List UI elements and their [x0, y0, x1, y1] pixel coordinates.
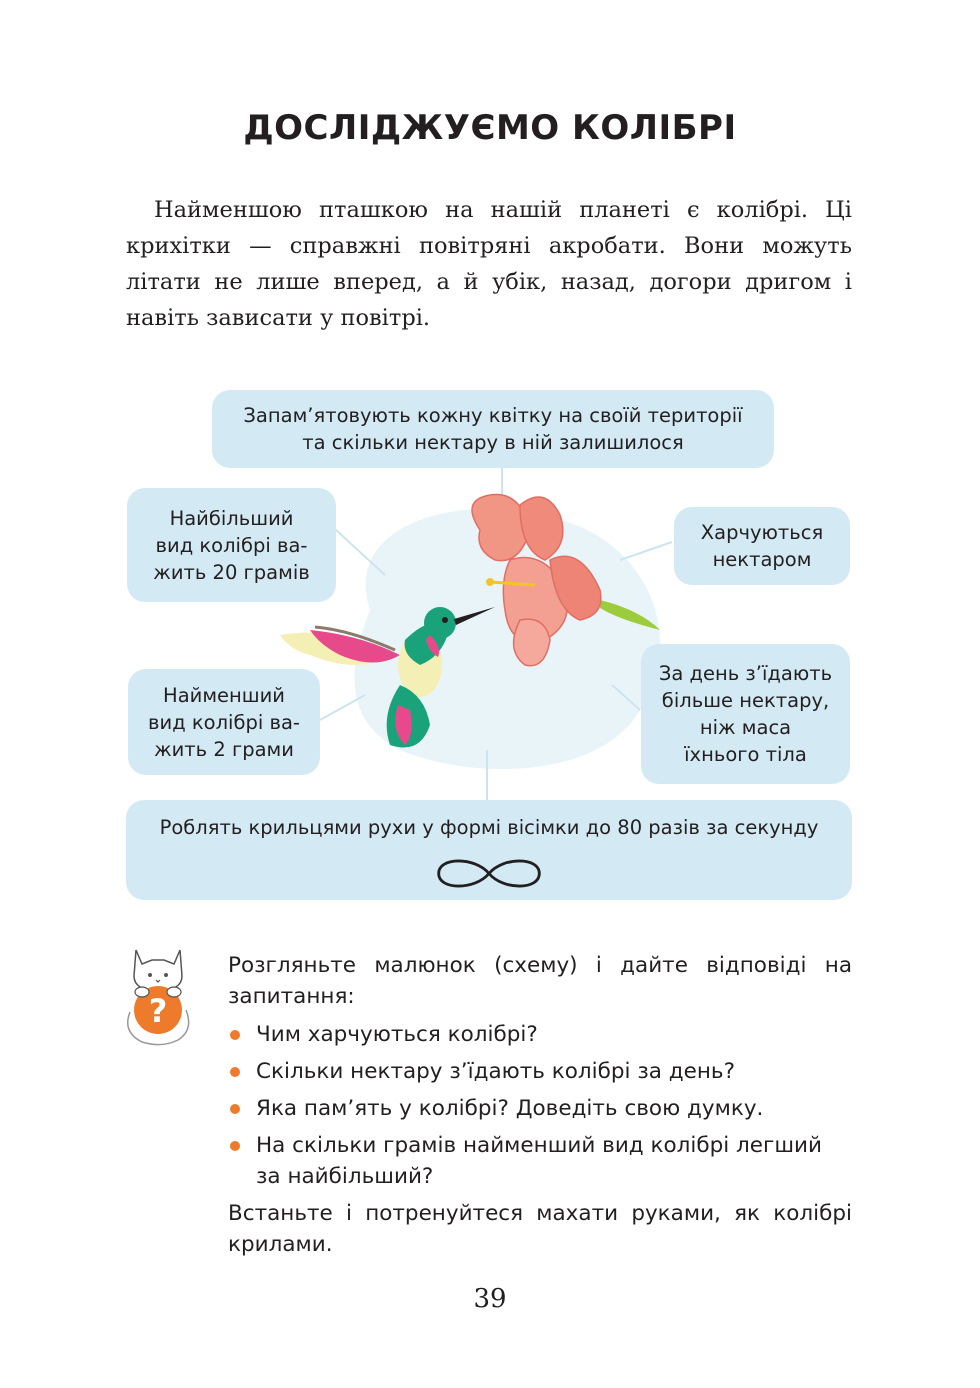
fact-bubble-food [674, 507, 850, 585]
question-item [228, 1093, 852, 1124]
fact-memory-text: Запам’ятовують кожну квітку на своїй території та скільки нектару в ній залишилося [243, 404, 743, 454]
questions-block [228, 950, 852, 1260]
infinity-icon [429, 853, 549, 894]
fact-food-text: Харчуються нектаром [700, 521, 824, 571]
question-text: Чим харчуються колібрі? [256, 1022, 538, 1047]
fact-bubble-memory [212, 390, 774, 468]
fact-bubble-wings [126, 800, 852, 900]
fact-nectar-text: За день з’їдають більше нектару, ніж маса їхнього тіла [658, 662, 833, 766]
intro-paragraph: Найменшою пташкою на нашій планеті є колібрі. Ці крихітки — справжні повітряні акробати. Вони можуть літати не лише вперед, а й убік, назад, догори дригом і навіть зависати у повітрі. [126, 197, 852, 331]
questions-list [228, 1019, 852, 1192]
bullet-icon [230, 1141, 240, 1151]
question-item [228, 1019, 852, 1050]
hummingbird-icon [280, 595, 520, 765]
cat-question-icon [122, 942, 194, 1046]
bullet-icon [230, 1104, 240, 1114]
page-title: ДОСЛІДЖУЄМО КОЛІБРІ [243, 108, 737, 148]
questions-outro: Встаньте і потренуйтеся махати руками, як колібрі крилами. [228, 1201, 852, 1257]
hummingbird-diagram [0, 380, 980, 920]
fact-largest-text: Найбільший вид колібрі ва- жить 20 грамів [153, 506, 310, 584]
bullet-icon [230, 1067, 240, 1077]
svg-text:?: ? [148, 992, 168, 1030]
question-text: Яка пам’ять у колібрі? Доведіть свою думку. [256, 1096, 764, 1121]
questions-intro: Розгляньте малюнок (схему) і дайте відповіді на запитання: [228, 953, 852, 1009]
page-number: 39 [473, 1284, 507, 1314]
fact-bubble-largest [127, 488, 336, 602]
fact-wings-text: Роблять крильцями рухи у формі вісімки до 80 разів за секунду [159, 816, 819, 839]
bullet-icon [230, 1030, 240, 1040]
question-text: Скільки нектару з’їдають колібрі за день? [256, 1059, 736, 1084]
fact-smallest-text: Найменший вид колібрі ва- жить 2 грами [148, 683, 300, 761]
question-item [228, 1056, 852, 1087]
question-text: На скільки грамів найменший вид колібрі легший за найбільший? [256, 1133, 822, 1189]
question-item [228, 1130, 852, 1192]
